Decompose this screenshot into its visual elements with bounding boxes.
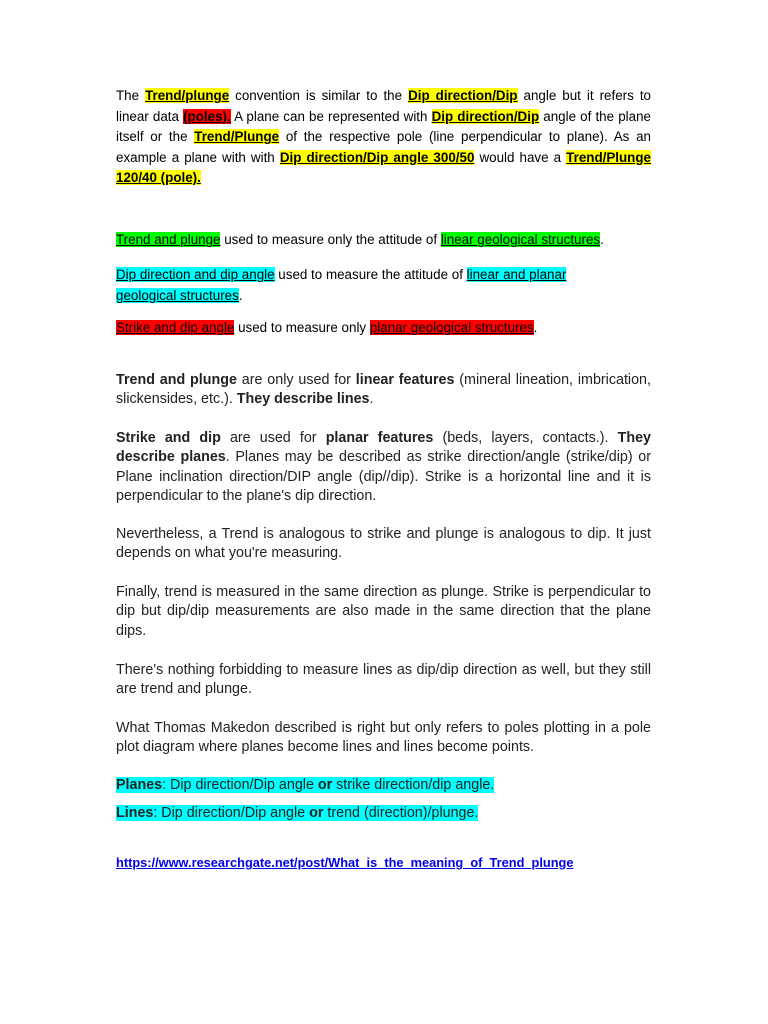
highlight-strike-and-dip-angle: Strike and dip angle: [116, 320, 235, 335]
highlight-poles: (poles).: [183, 108, 231, 124]
highlight-trend-plunge: Trend/plunge: [145, 88, 230, 103]
strike-dip-definition: Strike and dip angle used to measure only planar geological structures.: [116, 320, 538, 335]
highlight-dip-direction: Dip direction/Dip: [408, 88, 518, 103]
highlight-linear-structures: linear geological structures: [440, 232, 601, 247]
planes-line: [116, 776, 651, 795]
nevertheless-paragraph: Nevertheless, a Trend is analogous to strike and plunge is analogous to dip. It just depends on what you're measuring.: [116, 526, 651, 562]
highlight-planar-structures: planar geological structures: [369, 320, 534, 335]
source-link-line: [116, 853, 651, 874]
thomas-makedon-paragraph: What Thomas Makedon described is right but only refers to poles plotting in a pole plot diagram where planes become lines and lines become points.: [116, 720, 651, 756]
highlight-dip-direction-2: Dip direction/Dip: [431, 108, 540, 124]
dip-direction-definition: Dip direction and dip angle used to measure the attitude of linear and planar geological structures.: [116, 267, 567, 303]
highlight-trend-and-plunge: Trend and plunge: [116, 232, 221, 247]
highlight-example-plane: Dip direction/Dip angle 300/50: [279, 149, 475, 165]
highlight-example-pole: Trend/Plunge 120/40 (pole).: [116, 149, 651, 185]
nothing-forbidding-paragraph: There's nothing forbidding to measure lines as dip/dip direction as well, but they still are trend and plunge.: [116, 662, 651, 698]
highlight-trend-plunge-2: Trend/Plunge: [194, 129, 280, 144]
lines-highlight: Lines: Dip direction/Dip angle or trend (direction)/plunge.: [116, 805, 479, 821]
source-link[interactable]: https://www.researchgate.net/post/What_is_the_meaning_of_Trend_plunge: [116, 855, 574, 870]
intro-paragraph: The Trend/plunge convention is similar to the Dip direction/Dip angle but it refers to linear data (poles). A plane can be represented with Dip direction/Dip angle of the plane itself or the Trend/Plunge of the respective pole (line perpendicular to plane). As an example a plane with with Dip direction/Dip angle 300/50 would have a Trend/Plunge 120/40 (pole).: [116, 88, 651, 185]
highlight-dip-direction-and-dip-angle: Dip direction and dip angle: [116, 267, 275, 282]
highlight-linear-and-planar: linear and planar geological structures: [116, 267, 567, 303]
trend-plunge-definition: Trend and plunge used to measure only the attitude of linear geological structures.: [116, 232, 604, 247]
lines-line: [116, 804, 651, 823]
planes-highlight: Planes: Dip direction/Dip angle or strike direction/dip angle.: [116, 777, 495, 793]
trend-plunge-paragraph: Trend and plunge are only used for linear features (mineral lineation, imbrication, slickensides, etc.). They describe lines.: [116, 372, 651, 408]
finally-paragraph: Finally, trend is measured in the same direction as plunge. Strike is perpendicular to dip but dip/dip measurements are also made in the same direction that the plane dips.: [116, 584, 651, 639]
strike-dip-paragraph: Strike and dip are used for planar features (beds, layers, contacts.). They describe planes. Planes may be described as strike direction/angle (strike/dip) or Plane inclination direction/DIP angle (dip//dip). Strike is a horizontal line and it is perpendicular to the plane's dip direction.: [116, 430, 651, 505]
